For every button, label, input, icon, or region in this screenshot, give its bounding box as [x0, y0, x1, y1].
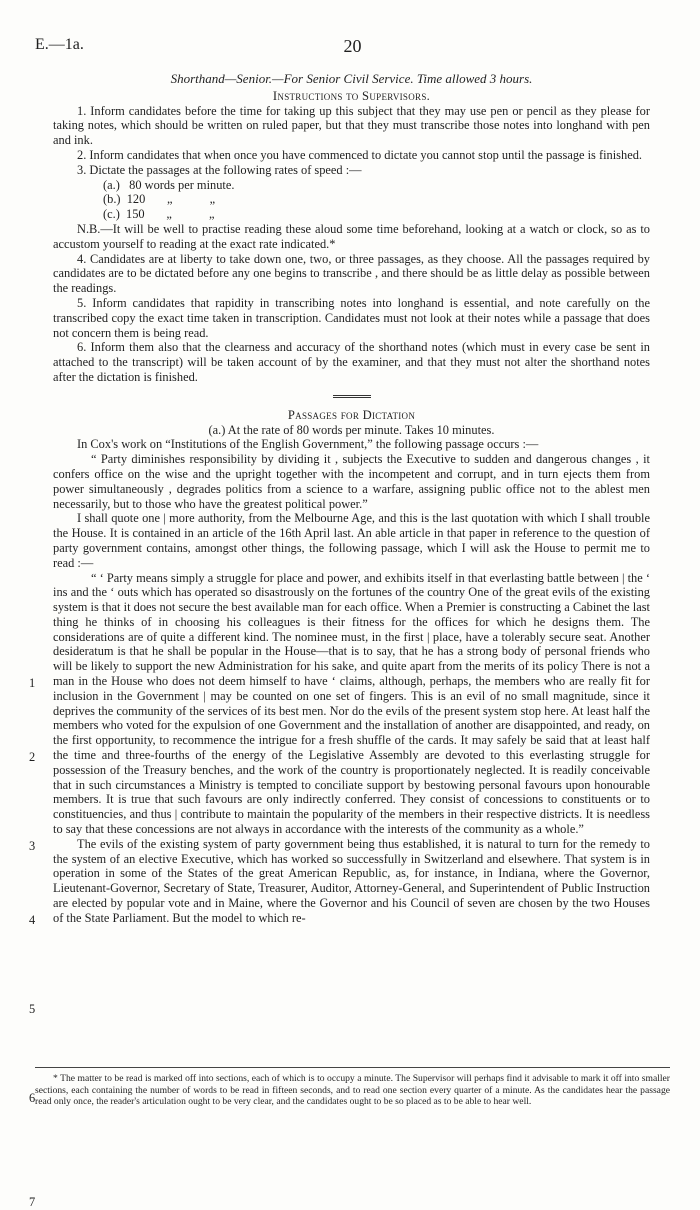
rate-c: (c.) 150 „ „ — [103, 207, 215, 222]
section-marker: 6 — [29, 1091, 36, 1106]
passage-paragraph: In Cox's work on “Institutions of the English Government,” the following passage occurs :— — [77, 437, 539, 452]
instruction-6: 6. Inform them also that the clearness and accuracy of the shorthand notes (which must in every case be sent in attached to the transcript) will be taken account of by the examiner, and that they must not alter the shorthand notes after the dictation is finished. — [53, 340, 650, 384]
instruction-2: 2. Inform candidates that when once you have commenced to dictate you cannot stop until the passage is finished. — [77, 147, 642, 162]
passage-paragraph: “ ‘ Party means simply a struggle for place and power, and exhibits itself in that everlasting battle between | the ‘ ins and the ‘ outs which has operated so disastrously on the fortunes of the country One of the great evils of the existing system is that it does not secure the best available man for each office. When a Premier is constructing a Cabinet the last thing he thinks of in choosing his colleagues is their fitness for the offices for which he designs them. The considerations are of quite a different kind. The nominee must, in the first | place, have a tolerably secure seat. Another desideratum is that he shall be popular in the House—that is to say, that he has a strong body of personal friends who will be likely to support the new Administration for his sake, and quite apart from the merits of its policy There is not a man in the House who does not deem himself to have ‘ claims, although, perhaps, the members who are really fit for inclusion in the Government | may be counted on one set of fingers. This is an evil of no small magnitude, since it deprives the community of the services of its best men. Nor do the evils of the present system stop here. At least half the members who voted for the expulsion of one Government and the installation of another are disappointed, and ready, on the first opportunity, to recommence the intrigue for a fresh shuffle of the cards. It may safely be said that at least half the time and three-fourths of the energy of the Legislative Assembly are devoted to this everlasting struggle for possession of the Treasury benches, and the work of the country is proportionately neglected. It is readily conceivable that in such circumstances a Ministry is tempted to conciliate support by bestowing personal favours upon honourable members. It is true that such favours are only indirectly conferred. They consist of concessions to constituents or to constituencies, and thus | contribute to maintain the popularity of the members in their respective districts. It is needless to say that these concessions are not always in accordance with the interests of the community as a whole.” — [53, 570, 650, 837]
footnote-rule — [35, 1067, 670, 1068]
section-divider — [333, 395, 371, 398]
instruction-1: 1. Inform candidates before the time for taking up this subject that they may use pen or pencil as they please for taking notes, which should be written on ruled paper, but that they must transcribe those notes into longhand with pen and ink. — [53, 103, 650, 148]
exam-title: Shorthand—Senior.—For Senior Civil Service. Time allowed 3 hours. — [170, 71, 533, 86]
passage-paragraph: The evils of the existing system of party government being thus established, it is natural to turn for the remedy to the system of an elective Executive, which has worked so successfully in Switzerland and elsewhere. That system is in operation in some of the States of the great American Republic, as, for instance, in Indiana, where the Governor, Lieutenant-Governor, Secretary of State, Treasurer, Auditor, Attorney-General, and Superintendent of Public Instruction are elected by popular vote and in Maine, where the Governor and his Council of seven are chosen by the two Houses of the State Parliament. But the model to which re- — [53, 836, 650, 925]
rate-list — [103, 178, 650, 222]
rate-a: (a.) 80 words per minute. — [103, 177, 235, 192]
passage-a-heading: (a.) At the rate of 80 words per minute. Takes 10 minutes. — [208, 422, 495, 437]
page-header — [35, 36, 670, 60]
section-marker: 5 — [29, 1002, 36, 1017]
instruction-5: 5. Inform candidates that rapidity in transcribing notes into longhand is essential, and note carefully on the transcribed copy the exact time taken in transcription. Candidates must not look at their notes while a passage that does not concern them is being read. — [53, 295, 650, 340]
rate-b: (b.) 120 „ „ — [103, 192, 216, 207]
note-nb: N.B.—It will be well to practise reading these aloud some time beforehand, looking at a watch or clock, so as to accustom yourself to reading at the exact rate indicated.* — [53, 221, 650, 251]
passage-paragraph: “ Party diminishes responsibility by dividing it , subjects the Executive to sudden and dangerous changes , it confers office on the wise and the upright together with the incompetent and corrupt, and in turn ejects them from power simultaneously , degrades politics from a science to a warfare, assigning public office not to the ablest men necessarily, but to those who have the greatest political power.” — [53, 452, 650, 511]
page-number: 20 — [343, 36, 362, 56]
instructions-heading: Instructions to Supervisors. — [272, 88, 431, 103]
passage-paragraph: I shall quote one | more authority, from the Melbourne Age, and this is the last quotation with which I shall trouble the House. It is contained in an article of the 16th April last. An able article in that paper in reference to the question of party government contains, amongst other things, the following passage, which I will ask the House to permit me to read :— — [53, 511, 650, 570]
section-marker: 2 — [29, 750, 36, 765]
document-reference: E.—1a. — [35, 36, 84, 53]
instruction-4: 4. Candidates are at liberty to take down one, two, or three passages, as they choose. All the passages required by candidates are to be dictated before any one begins to transcribe , and there should be as little delay as possible between the readings. — [53, 251, 650, 296]
footnote: * The matter to be read is marked off into sections, each of which is to occupy a minute. The Supervisor will perhaps find it advisable to mark it off into smaller sections, each containing the number of words to be read in fifteen seconds, and to read one section every quarter of a minute. As the candidates hear the passage read only once, the reader's articulation ought to be very clear, and the candidates ought to be so placed as to be able to hear well. — [35, 1073, 670, 1108]
instruction-3: 3. Dictate the passages at the following rates of speed :— — [77, 162, 362, 177]
section-marker: 3 — [29, 839, 36, 854]
section-marker: 1 — [29, 676, 36, 691]
passages-heading: Passages for Dictation — [287, 407, 416, 422]
section-marker: 4 — [29, 913, 36, 928]
section-marker: 7 — [29, 1195, 36, 1210]
